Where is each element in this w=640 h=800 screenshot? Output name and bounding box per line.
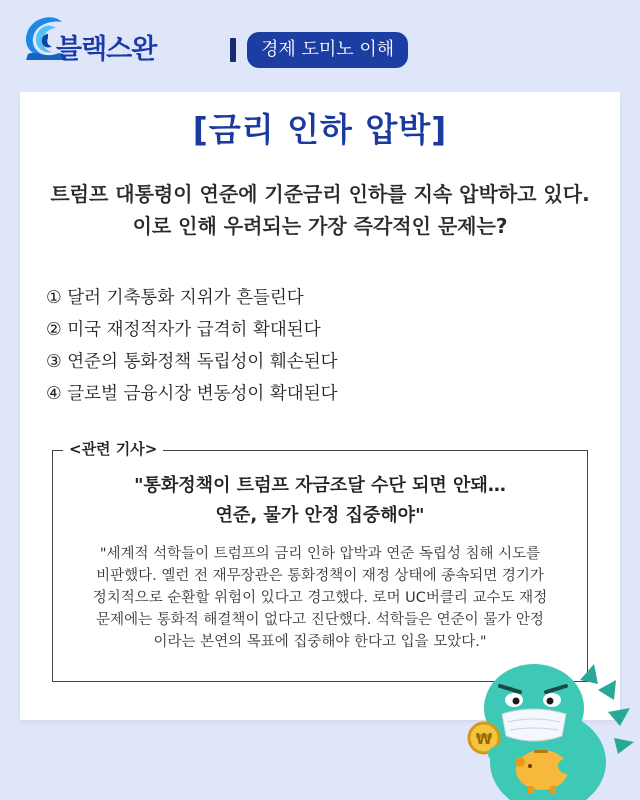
- article-headline: [53, 471, 587, 531]
- question-text: [20, 178, 620, 242]
- answer-option-1[interactable]: ① 달러 기축통화 지위가 흔들린다: [46, 288, 304, 308]
- answer-option-3[interactable]: ③ 연준의 통화정책 독립성이 훼손된다: [46, 352, 338, 372]
- article-quote: [53, 543, 587, 653]
- dinosaur-mascot-icon: [458, 650, 640, 800]
- quiz-title: [금리 인하 압박]: [192, 110, 448, 149]
- answer-option-2[interactable]: ② 미국 재정적자가 급격히 확대된다: [46, 320, 321, 340]
- category-tag: 경제 도미노 이해: [247, 32, 408, 68]
- header-divider: [230, 38, 236, 62]
- header: [22, 14, 622, 74]
- answer-option-4[interactable]: ④ 글로벌 금융시장 변동성이 확대된다: [46, 384, 338, 404]
- svg-text:₩: ₩: [475, 730, 493, 748]
- answer-options: [46, 282, 586, 410]
- quiz-card: [20, 92, 620, 720]
- quote-line: 정치적으로 순환할 위험이 있다고 경고했다. 로머 UC버클리 교수도 재정: [92, 590, 548, 606]
- question-line: 이로 인해 우려되는 가장 즉각적인 문제는?: [132, 214, 508, 238]
- question-line: 트럼프 대통령이 연준에 기준금리 인하를 지속 압박하고 있다.: [50, 182, 590, 206]
- headline-line: 연준, 물가 안정 집중해야": [215, 505, 425, 526]
- quote-line: 문제에는 통화적 해결책이 없다고 진단했다. 석학들은 연준이 물가 안정: [96, 612, 544, 628]
- headline-line: "통화정책이 트럼프 자금조달 수단 되면 안돼…: [134, 475, 506, 496]
- quote-line: "세계적 석학들이 트럼프의 금리 인하 압박과 연준 독립성 침해 시도를: [99, 546, 541, 562]
- article-label: <관련 기사>: [63, 438, 163, 460]
- related-article-box: [52, 440, 588, 682]
- quote-line: 이라는 본연의 목표에 집중해야 한다고 입을 모았다.": [153, 634, 487, 650]
- brand-name: 블랙스완: [56, 34, 157, 65]
- quote-line: 비판했다. 옐런 전 재무장관은 통화정책이 재정 상태에 종속되면 경기가: [96, 568, 544, 584]
